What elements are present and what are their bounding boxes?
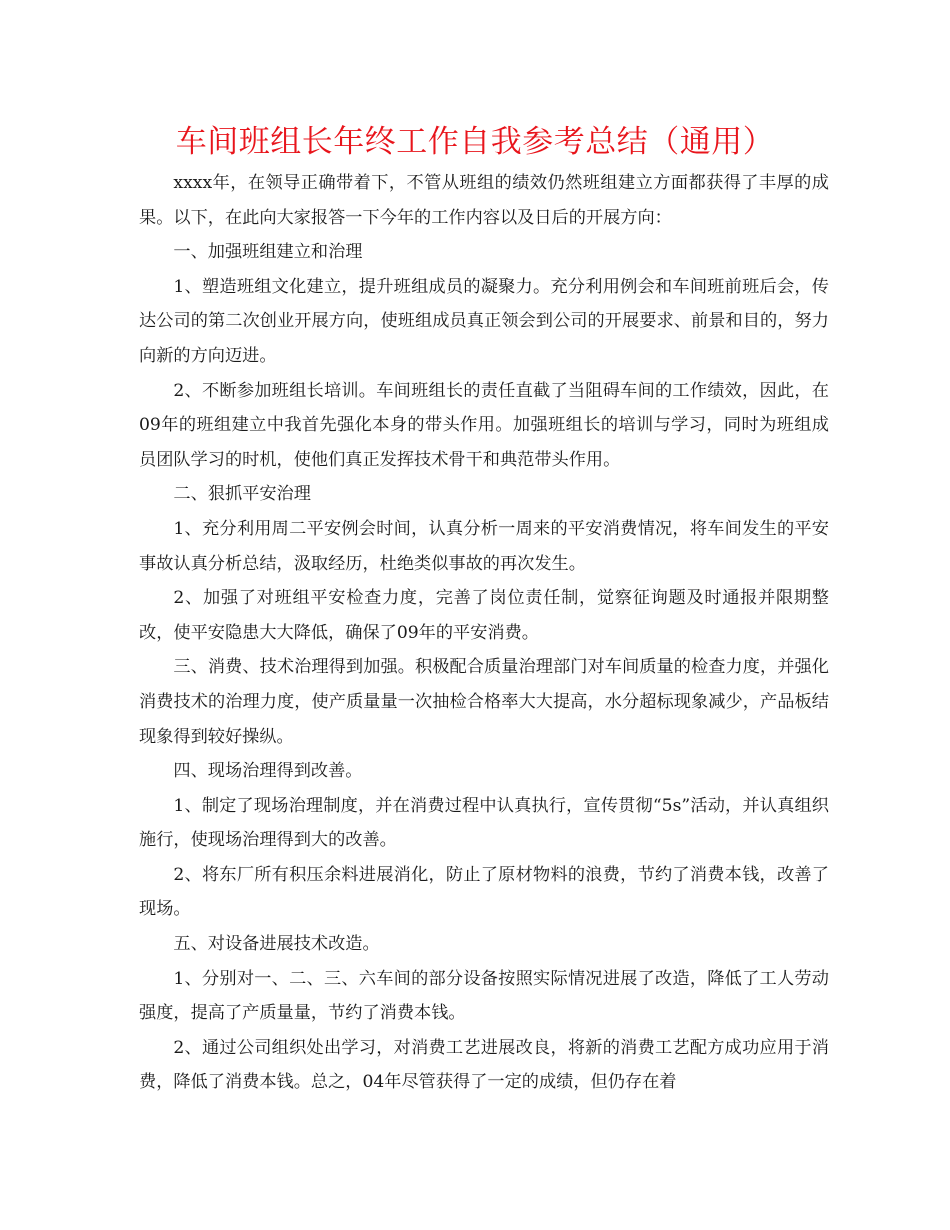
- paragraph-2-2: 2、加强了对班组平安检查力度，完善了岗位责任制，觉察征询题及时通报并限期整改，使平安隐患大大降低，确保了09年的平安消费。: [139, 588, 829, 643]
- paragraph-4-2: 2、将东厂所有积压余料进展消化，防止了原材物料的浪费，节约了消费本钱，改善了现场。: [139, 864, 829, 920]
- section-heading-5: 五、对设备进展技术改造。: [173, 934, 380, 955]
- document-title: 车间班组长年终工作自我参考总结（通用）: [175, 124, 775, 160]
- document-body: [139, 166, 829, 1100]
- paragraph-2-1: 1、充分利用周二平安例会时间，认真分析一周来的平安消费情况，将车间发生的平安事故认真分析总结，汲取经历，杜绝类似事故的再次发生。: [139, 518, 829, 574]
- paragraph-1-1: 1、塑造班组文化建立，提升班组成员的凝聚力。充分利用例会和车间班前班后会，传达公司的第二次创业开展方向，使班组成员真正领会到公司的开展要求、前景和目的，努力向新的方向迈进。: [139, 276, 829, 366]
- section-heading-1: 一、加强班组建立和治理: [173, 242, 363, 263]
- paragraph-1-2: 2、不断参加班组长培训。车间班组长的责任直截了当阻碍车间的工作绩效，因此，在09年的班组建立中我首先强化本身的带头作用。加强班组长的培训与学习，同时为班组成员团队学习的时机，使他们真正发挥技术骨干和典范带头作用。: [139, 380, 829, 470]
- paragraph-5-2: 2、通过公司组织处出学习，对消费工艺进展改良，将新的消费工艺配方成功应用于消费，降低了消费本钱。总之，04年尽管获得了一定的成绩，但仍存在着: [139, 1037, 829, 1093]
- intro-paragraph: xxxx年，在领导正确带着下，不管从班组的绩效仍然班组建立方面都获得了丰厚的成果。以下，在此向大家报答一下今年的工作内容以及日后的开展方向：: [139, 173, 829, 228]
- paragraph-4-1: 1、制定了现场治理制度，并在消费过程中认真执行，宣传贯彻“5s”活动，并认真组织施行，使现场治理得到大的改善。: [139, 795, 829, 851]
- section-3-paragraph: 三、消费、技术治理得到加强。积极配合质量治理部门对车间质量的检查力度，并强化消费技术的治理力度，使产质量量一次抽检合格率大大提高，水分超标现象减少，产品板结现象得到较好操纵。: [139, 657, 829, 747]
- paragraph-5-1: 1、分别对一、二、三、六车间的部分设备按照实际情况进展了改造，降低了工人劳动强度，提高了产质量量，节约了消费本钱。: [139, 968, 829, 1024]
- section-heading-4: 四、现场治理得到改善。: [173, 761, 363, 782]
- section-heading-2: 二、狠抓平安治理: [173, 484, 311, 505]
